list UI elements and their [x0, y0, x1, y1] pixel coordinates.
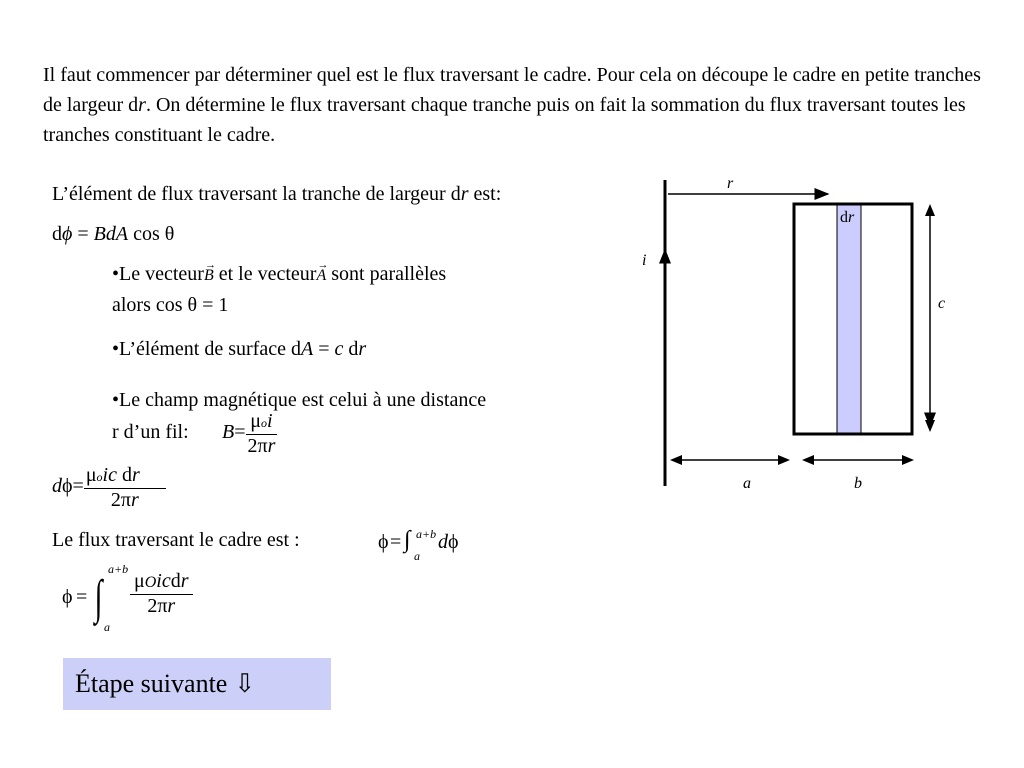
element-tail: est:: [468, 183, 502, 205]
bullet1-mid: et le vecteur: [213, 263, 317, 285]
dphi-d: d: [52, 475, 62, 498]
dphi-2pi: 2π: [110, 489, 131, 511]
phi-int-fraction: [130, 570, 193, 617]
flux-dphi: ϕ: [448, 531, 459, 553]
bullet-vectors-parallel: [112, 262, 446, 288]
label-a: a: [743, 475, 751, 492]
phi-int-sign: ∫: [94, 571, 103, 624]
bullet1-tail: sont parallèles: [326, 263, 447, 285]
label-i: i: [642, 252, 647, 269]
dphi-o: o: [96, 470, 103, 484]
phi-int-eq: =: [76, 586, 88, 608]
bullet2-a: A: [300, 338, 314, 360]
dphi-ic: ic: [102, 464, 117, 486]
vector-a: → A: [316, 264, 326, 288]
phi-int-2pi: 2π: [147, 595, 168, 617]
intro-text-2: . On détermine le flux traversant chaque tranche puis on fait la sommation du flux traversant toutes les tranches constituant le cadre.: [43, 94, 966, 146]
bullet3-line2: r d’un fil:: [112, 421, 189, 443]
dphi-num-d: d: [116, 464, 132, 486]
phi-int-mu: μ: [134, 570, 145, 592]
flux-upper: a+b: [416, 527, 437, 541]
equation-dphi-bda: [52, 222, 174, 246]
label-c: c: [938, 295, 946, 312]
bullet-surface-element: [112, 337, 366, 361]
label-r: r: [727, 175, 734, 192]
phi-int-d: d: [170, 570, 181, 592]
flux-phi: ϕ: [378, 531, 389, 553]
flux-eq: =: [390, 531, 402, 553]
phi-int-lower: a: [104, 620, 110, 634]
bullet2-d: d: [343, 338, 359, 360]
field-mu: μ: [250, 410, 262, 432]
frame-diagram: [630, 170, 970, 500]
label-b: b: [854, 475, 862, 492]
dr-strip: [837, 205, 861, 433]
phi-int-r: r: [180, 570, 189, 592]
dphi-mu: μ: [85, 464, 97, 486]
eq1-da: dA: [105, 223, 129, 245]
bullet1-prefix: •Le vecteur: [112, 263, 204, 285]
field-r: r: [267, 435, 276, 457]
field-b: B: [222, 421, 235, 444]
bullet2-eq: =: [313, 338, 335, 360]
bullet2-r: r: [358, 338, 367, 360]
vector-b: → B: [204, 264, 214, 288]
field-formula: [222, 410, 277, 457]
eq1-b: B: [93, 223, 106, 245]
phi-integral: [62, 562, 222, 638]
dphi-fraction: [84, 464, 166, 511]
eq1-cos: cos θ: [128, 223, 175, 245]
element-var: r: [460, 183, 469, 205]
eq1-phi: ϕ: [62, 223, 73, 245]
equation-dphi-expanded: [52, 464, 166, 511]
dphi-phi: ϕ: [62, 475, 73, 498]
bullet-magnetic-field: •Le champ magnétique est celui à une distance: [112, 389, 487, 411]
intro-text-1: Il faut commencer par déterminer quel est le flux traversant le cadre. Pour cela on découpe le cadre en petite tranches de largeur d: [43, 64, 981, 116]
flux-int: ∫: [404, 527, 411, 553]
field-i: i: [267, 410, 273, 432]
flux-total-line: Le flux traversant le cadre est :: [52, 529, 300, 551]
flux-d: d: [438, 531, 448, 553]
dphi-den-r: r: [130, 489, 139, 511]
phi-int-upper: a+b: [108, 562, 129, 576]
intro-paragraph: [43, 60, 1003, 150]
dphi-eq: =: [72, 475, 84, 498]
field-o: o: [261, 416, 268, 430]
intro-var-r: r: [138, 94, 146, 116]
flux-lower: a: [414, 549, 420, 563]
field-2pi: 2π: [247, 435, 268, 457]
phi-int-den-r: r: [167, 595, 176, 617]
bullet2-c: c: [334, 338, 344, 360]
element-text: L’élément de flux traversant la tranche de largeur d: [52, 183, 461, 205]
bullet2-prefix: •L’élément de surface d: [112, 338, 301, 360]
label-dr: dr: [840, 209, 855, 226]
next-step-button[interactable]: Étape suivante ⇩: [63, 658, 331, 710]
phi-int-o: O: [144, 574, 157, 591]
eq1-d: d: [52, 223, 62, 245]
eq1-eq: =: [72, 223, 94, 245]
element-line: [52, 182, 501, 206]
phi-int-phi: ϕ: [62, 586, 73, 608]
phi-int-ic: ic: [156, 570, 171, 592]
field-fraction: [246, 410, 278, 457]
field-eq: =: [234, 421, 246, 444]
bullet1-line2: alors cos θ = 1: [112, 294, 229, 316]
dphi-num-r: r: [131, 464, 140, 486]
